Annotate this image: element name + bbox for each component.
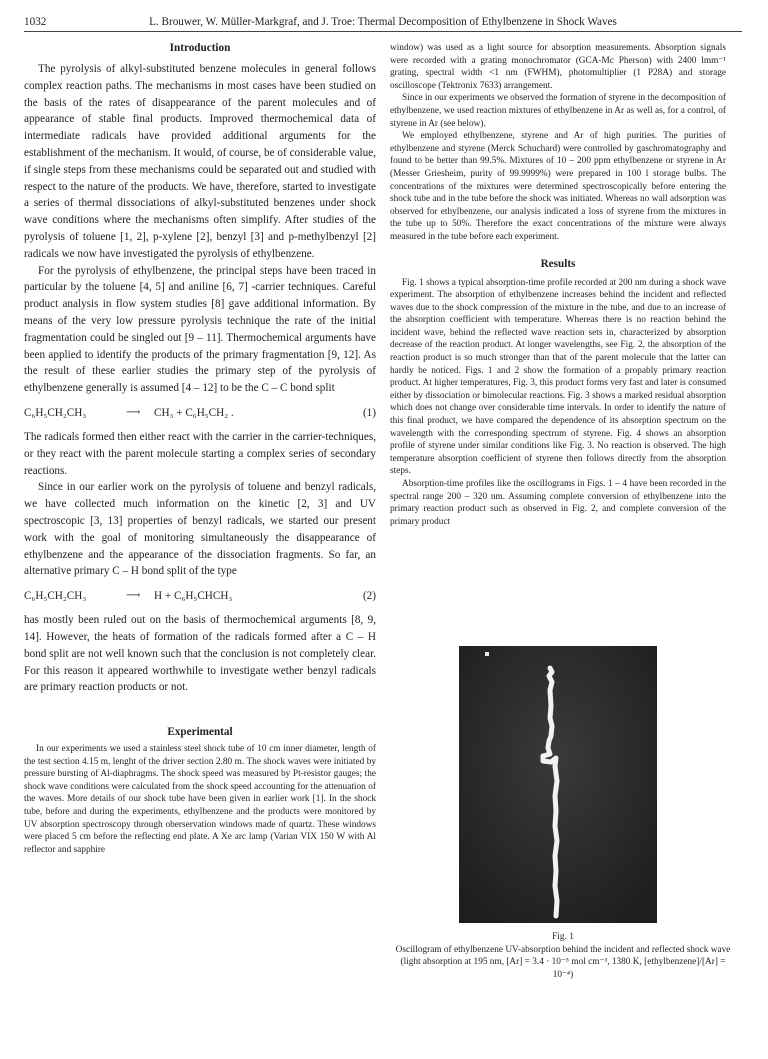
- experimental-paragraph-1: In our experiments we used a stainless steel shock tube of 10 cm inner diameter, length of the test section 4.15 m, lenght of the driver section 2.80 m. The shock waves were initiated by pressure bursting of Al-diaphragms. The shock speed was measured by Pt-resistor gauges; the shock wave conditions were calculated from the shock speed accounting for the attenuation of the waves. More details of our shock tube have been given in earlier work [1]. In the shock tube, before and during the experiments, ethylbenzene and the products were monitored by UV absorption spectroscopy through oberservation windows made of quartz. These windows were placed 5 cm before the reflecting end plate. A Xe arc lamp (Varian VIX 150 W with Al reflector and sapphire: [24, 744, 376, 855]
- results-heading: Results: [540, 257, 576, 270]
- figure-1-label: Fig. 1: [552, 932, 574, 942]
- experimental-heading: Experimental: [167, 726, 233, 739]
- equation-1-number: (1): [362, 406, 376, 419]
- page-header: [24, 15, 742, 32]
- introduction-paragraph-2: For the pyrolysis of ethylbenzene, the principal steps have been traced in particular by the toluene [4, 5] and aniline [6, 7] -carrier techniques. Careful product analysis in flow system studies [8] gave additional information. By means of the very low pressure pyrolysis technique the rate of the initial fragmentation could be singled out [9 – 11]. Thermochemical arguments have been applied to identify the products of the primary fragmentation [9, 12]. As the result of these earlier studies the primary step of the pyrolysis of ethylbenzene generally is assumed [4 – 12] to be the C – C bond split: [24, 264, 376, 395]
- equation-1-reactant: C₆H₅CH₂CH₃: [24, 406, 87, 419]
- results-paragraph-2: Absorption-time profiles like the oscillograms in Figs. 1 – 4 have been recorded in the spectral range 200 – 320 nm. Assuming complete conversion of ethylbenzene into the primary reaction product such as observed in Fig. 2, and complete conversion of the primary product: [390, 479, 726, 527]
- page-number: 1032: [24, 16, 47, 28]
- equation-2-products: H + C₆H₅CHCH₃: [154, 590, 233, 603]
- equation-2-arrow: ⟶: [126, 590, 141, 602]
- introduction-paragraph-4: Since in our earlier work on the pyrolysis of toluene and benzyl radicals, we have collected much information on the kinetic [2, 3] and UV spectroscopic [3, 13] properties of benzyl radicals, we started our present work with the goal of monitoring simultaneously the disappearance of ethylbenzene and the appearance of the dissociation fragments. So far, an alternative primary C – H bond split of the type: [24, 481, 376, 578]
- equation-1: [24, 406, 376, 420]
- introduction-paragraph-3: The radicals formed then either react with the carrier in the carrier-techniques, or they react with the parent molecule starting a complex series of secondary reactions.: [24, 430, 376, 477]
- left-column: [24, 42, 376, 856]
- oscillogram-marker-dot: [485, 652, 489, 656]
- experimental-paragraph-3: Since in our experiments we observed the formation of styrene in the decomposition of ethylbenzene, we used reaction mixtures of ethylbenzene in Ar as well as, for a control, of styrene in Ar (see below).: [390, 93, 727, 129]
- experimental-paragraph-2: window) was used as a light source for absorption measurements. Absorption signals were recorded with a grating monochromator (GCA-Mc Pherson) with 2400 lmm⁻¹ grating, spectral width <1 nm (FWHM), photomultiplier (1 P28A) and storage oscilloscope (Tektronix 7633) arrangement.: [390, 43, 726, 91]
- results-paragraph-1: Fig. 1 shows a typical absorption-time profile recorded at 200 nm during a shock wave experiment. The absorption of ethylbenzene increases behind the incident and reflected waves due to the shock compression of the mixture in the tube, and due to an increase of the absorption coefficient with temperature. Whereas there is no reaction behind the incident wave, behind the reflected wave reaction sets in, characterized by absorption decrease of the reaction product. At longer wavelengths, see Fig. 2, the absorption of the reaction product is so much stronger than that of the parent molecule that the latter can hardly be noticed. Figs. 1 and 2 show the formation of a propably primary reaction product. At higher temperatures, Fig. 3, this product forms very fast and later is consumed either by dissociation or bimolecular reactions. Fig. 3 shows a marked residual absorption which does not change over considerable time intervals. In order to identify the nature of this final product, we have compared the dependence of its absorption spectrum on the wavelength with the corresponding spectrum of styrene. Fig. 4 shows an absorption profile of styrene under similar conditions like Fig. 3. No reaction is observed. The high temperature absorption coefficient of styrene then follows directly from the absorption steps.: [390, 277, 726, 477]
- equation-1-products: CH₃ + C₆H₅CH₂ .: [154, 406, 234, 419]
- introduction-heading: Introduction: [169, 42, 231, 54]
- experimental-paragraph-4: We employed ethylbenzene, styrene and Ar of high purities. The purities of ethylbenzene and styrene (Merck Schuchard) were controlled by gaschromatography and found to be better than 99.5%. Mixtures of 10 – 200 ppm ethylbenzene or styrene in Ar (Messer Griesheim, purity of 99.9999%) were prepared in 100 l storage bulbs. The concentrations of the mixtures were determined spectroscopically before entering the shock tube and in the tube before the shock was initiated. Whereas no wall adsorption was observed for ethylbenzene, our analysis indicated a loss of styrene from the mixtures in the tube up to 50%. Therefore the exact concentrations of the mixture were always measured in the tube before each experiment.: [390, 131, 726, 242]
- introduction-paragraph-5: has mostly been ruled out on the basis of thermochemical arguments [8, 9, 14]. However, the heats of formation of the radicals formed after a C – H bond split are not well known such that the conclusion is not completely clear. For this reason it appeared worthwhile to investigate wether benzyl radicals are primary reaction products or not.: [24, 614, 376, 694]
- introduction-paragraph-1: The pyrolysis of alkyl-substituted benzene molecules in general follows complex reaction paths. The mechanisms in most cases have been studied on the basis of the rates of disappearance of the parent molecules and of appearance of stable final products. Improved thermochemical data of intermediate radicals have provided additional arguments for the establishment of the mechanism. It would, of course, be of considerable value, if single steps from these mechanisms could be separated out and studied with respect to the nature of the products. We have, therefore, started to investigate a series of thermal dissociations of alkyl-substituted benzenes under shock wave conditions where the mechanisms often simplify. After studies of the pyrolysis of toluene [1, 2], p-xylene [2], benzyl [3] and p-methylbenzyl [2] radicals we now have investigated the pyrolysis of ethylbenzene.: [24, 63, 376, 260]
- equation-2-reactant: C₆H₅CH₂CH₃: [24, 590, 87, 603]
- figure-1-caption: Oscillogram of ethylbenzene UV-absorption behind the incident and reflected shock wave (light absorption at 195 nm, [Ar] = 3.4 · 10⁻⁵ mol cm⁻³, 1380 K, [ethylbenzene]/[Ar] = 10⁻⁴): [395, 944, 731, 980]
- figure-1-oscillogram: [459, 646, 657, 923]
- figure-1-caption-block: [395, 931, 731, 981]
- equation-2: [24, 589, 376, 603]
- equation-1-arrow: ⟶: [126, 406, 141, 418]
- oscillogram-image: [459, 646, 657, 923]
- running-title: L. Brouwer, W. Müller-Markgraf, and J. Troe: Thermal Decomposition of Ethylbenzene in Shock Waves: [149, 16, 617, 28]
- right-column: [390, 42, 726, 528]
- equation-2-number: (2): [362, 590, 376, 603]
